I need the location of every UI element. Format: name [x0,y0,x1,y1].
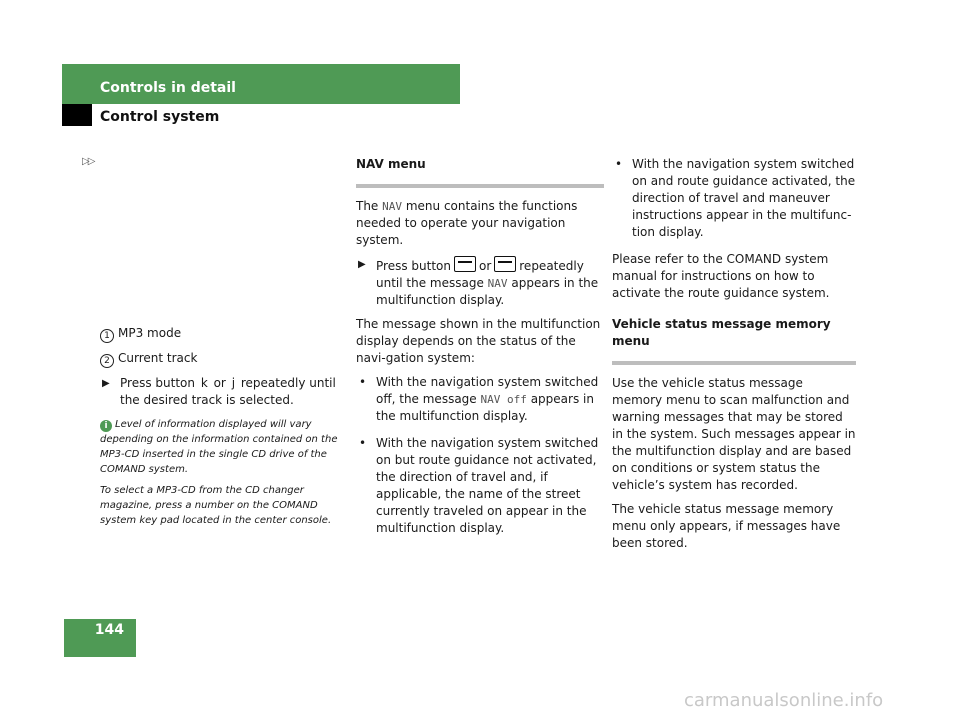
bullet-icon: • [615,157,623,171]
bullet-icon: • [359,375,367,389]
refer-text: Please refer to the COMAND system manual for instructions on how to activate the route guidance system. [612,252,830,300]
legend-number: 2 [100,354,114,368]
section-title: Controls in detail [100,80,236,96]
legend-item [100,350,345,368]
vehicle-status-heading: Vehicle status message memory menu [612,317,831,348]
nav-menu-heading: NAV menu [356,157,426,171]
watermark: carmanualsonline.info [684,690,884,711]
legend-item [100,325,345,343]
legend-number: 1 [100,329,114,343]
instruction-step: ▶ Press button or repeatedly until the message NAV appears in the multifunction display. [356,256,604,309]
header-marker [62,104,92,126]
info-note: i Level of information displayed will vary depending on the information contained on the MP3-CD inserted in the single CD drive of the COMAND system. To select a MP3-CD from the CD changer magazine, press a number on the COMAND system key pad located in the center console. [100,417,345,528]
key-j-icon: j [231,376,236,390]
vehicle-status-para: The vehicle status message memory menu only appears, if messages have been stored. [612,502,841,550]
button-up-icon [454,256,476,272]
nav-intro: The NAV menu contains the functions needed to operate your navigation system. [356,199,578,247]
button-down-icon [494,256,516,272]
vehicle-status-para: Use the vehicle status message memory menu to scan malfunction and warning messages that may be stored in the system. Such messages appear in the multifunction display and are based on conditions or system status the vehicle’s system has recorded. [612,376,856,492]
bullet-icon: • [359,436,367,450]
page-number: 144 [94,622,124,638]
info-note-text: To select a MP3-CD from the CD changer magazine, press a number on the COMAND system key pad located in the center console. [100,485,332,526]
bullet-item: • With the navigation system switched on and route guidance activated, the direction of travel and maneuver instructions appear in the multifunc-tion display. [615,157,856,239]
legend-text: MP3 mode [118,326,182,340]
instruction-step: ▶ Press button k or j repeatedly until the desired track is selected. [102,376,336,407]
step-arrow-icon: ▶ [102,378,110,389]
legend-text: Current track [118,351,198,365]
heading-rule [612,361,856,365]
continuation-mark-icon: ▷▷ [82,156,94,167]
section-subtitle: Control system [100,109,220,125]
nav-status-text: The message shown in the multifunction display depends on the status of the navi-gation system: [356,317,601,365]
right-column [612,156,856,559]
step-arrow-icon: ▶ [358,259,366,270]
info-icon: i [100,420,112,432]
left-column [100,325,345,534]
bullet-item: • With the navigation system switched off, the message NAV off appears in the multifunction display. [359,375,599,423]
bullet-item: • With the navigation system switched on but route guidance not activated, the direction of travel and, if applicable, the name of the street currently traveled on appear in the multifunction display. [359,436,599,535]
heading-rule [356,184,604,188]
middle-column [356,156,604,547]
key-k-icon: k [200,376,208,390]
